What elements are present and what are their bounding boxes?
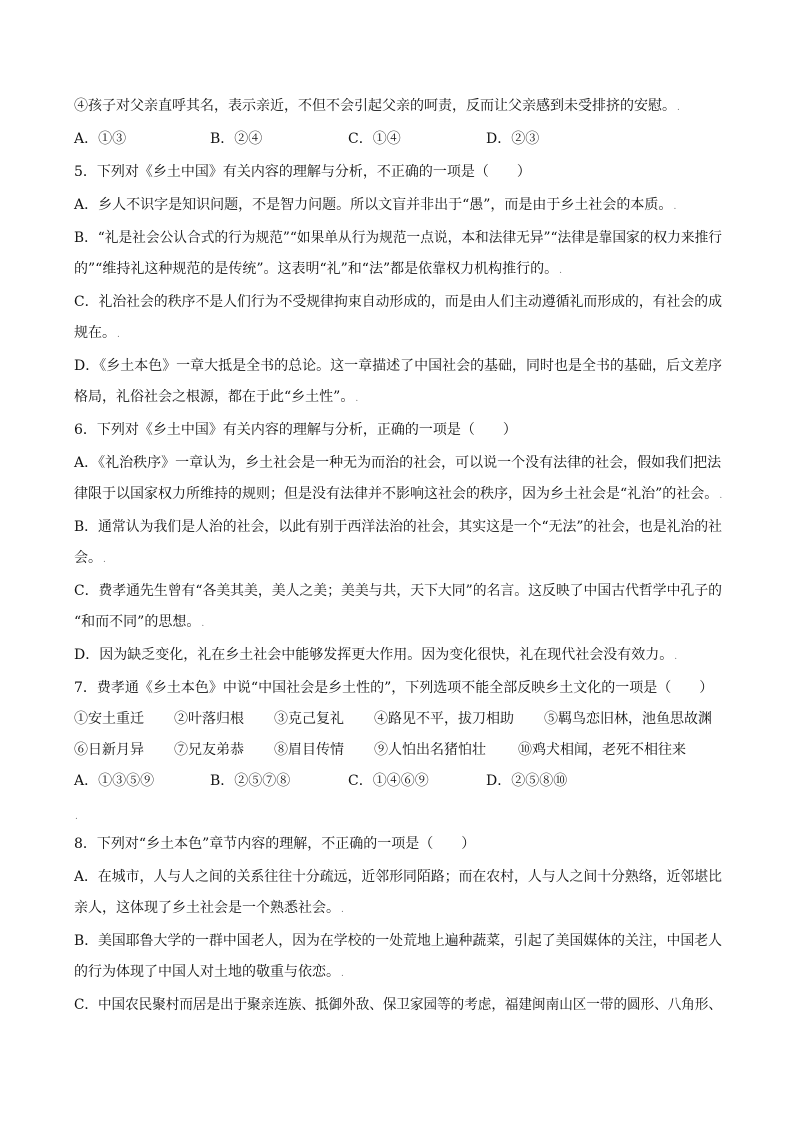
paragraph-mark: .	[75, 812, 78, 822]
q5-option-c-line2: 规在。.	[74, 325, 120, 341]
paragraph-mark: .	[719, 491, 723, 501]
q5-option-b-line1: B．“礼是社会公认合式的行为规范”“如果单从行为规范一点说，本和法律无异”“法律是靠国家的权力来推行	[74, 230, 722, 246]
q8-option-b-line2: 的行为体现了中国人对土地的敬重与依恋。.	[74, 964, 344, 980]
q7-item-10: ⑩鸡犬相闻，老死不相往来	[518, 742, 686, 758]
q6-option-a-line2: 律限于以国家权力所维持的规则；但是没有法律并不影响这社会的秩序，因为乡土社会是“礼治”的社会。.	[74, 486, 723, 502]
q6-question: 6．下列对《乡土中国》有关内容的理解与分析，正确的一项是（ ）	[74, 422, 517, 438]
q6-option-c-line1: C．费孝通先生曾有“各美其美，美人之美；美美与共，天下大同”的名言。这反映了中国古代哲学中孔子的	[74, 583, 723, 599]
q4-option-d: D．②③	[486, 131, 540, 147]
paragraph-mark: .	[341, 969, 344, 979]
paragraph-mark: .	[201, 619, 205, 629]
paragraph-mark: .	[559, 266, 562, 276]
q8-option-a-line2: 亲人，这体现了乡土社会是一个熟悉社会。.	[74, 900, 344, 916]
q4-option-c: C．①④	[348, 131, 401, 147]
q7-item-1: ①安土重迁	[74, 711, 144, 727]
paragraph-mark: .	[117, 330, 120, 340]
q6-option-b-line1: B．通常认为我们是人治的社会，以此有别于西洋法治的社会，其实这是一个“无法”的社会，也是礼治的社	[74, 519, 722, 535]
q5-option-d-line2: 格局，礼俗社会之根源，都在于此“乡土性”。.	[74, 389, 359, 405]
paragraph-mark: .	[674, 652, 678, 662]
q7-item-3: ③克己复礼	[274, 711, 344, 727]
q7-item-8: ⑧眉目传情	[274, 742, 344, 758]
paragraph-mark: .	[355, 394, 359, 404]
q7-option-c: C．①④⑥⑨	[348, 773, 429, 789]
q8-option-c-line1: C．中国农民聚村而居是出于聚亲连族、抵御外敌、保卫家园等的考虑，福建闽南山区一带的圆形、八角形、	[74, 997, 722, 1013]
q4-option-b: B．②④	[210, 131, 263, 147]
q6-option-d: D．因为缺乏变化，礼在乡土社会中能够发挥更大作用。因为变化很快，礼在现代社会没有效力。.	[74, 647, 678, 663]
q7-option-d: D．②⑤⑧⑩	[486, 773, 568, 789]
q7-item-2: ②叶落归根	[174, 711, 244, 727]
q7-option-a: A．①③⑤⑨	[74, 773, 155, 789]
q6-option-a-line1: A．《礼治秩序》一章认为，乡土社会是一种无为而治的社会，可以说一个没有法律的社会，假如我们把法	[74, 455, 722, 471]
q5-option-d-line1: D．《乡土本色》一章大抵是全书的总论。这一章描述了中国社会的基础，同时也是全书的基础，后文差序	[74, 358, 722, 374]
q6-option-b-line2: 会。.	[74, 550, 106, 566]
q8-option-a-line1: A．在城市，人与人之间的关系往往十分疏远，近邻形同陌路；而在农村，人与人之间十分熟络，近邻堪比	[74, 869, 723, 885]
paragraph-mark: .	[677, 103, 680, 113]
q5-option-a: A．乡人不识字是知识问题，不是智力问题。所以文盲并非出于“愚”，而是由于乡土社会的本质。.	[74, 197, 677, 213]
paragraph-mark: .	[103, 555, 106, 565]
q4-option-a: A．①③	[74, 131, 127, 147]
q7-question: 7．费孝通《乡土本色》中说“中国社会是乡土性的”，下列选项不能全部反映乡土文化的一项是（ ）	[74, 680, 714, 696]
blank-line-mark	[74, 805, 78, 827]
q5-option-b-line2: 的”“维持礼这种规范的是传统”。这表明“礼”和“法”都是依靠权力机构推行的。.	[74, 261, 562, 277]
q5-option-c-line1: C．礼治社会的秩序不是人们行为不受规律拘束自动形成的，而是由人们主动遵循礼而形成的，有社会的成	[74, 294, 722, 310]
q7-option-b: B．②⑤⑦⑧	[210, 773, 291, 789]
paragraph-mark: .	[341, 905, 344, 915]
q7-item-4: ④路见不平，拔刀相助	[374, 711, 514, 727]
q7-item-9: ⑨人怕出名猪怕壮	[374, 742, 486, 758]
q7-item-7: ⑦兄友弟恭	[174, 742, 244, 758]
q8-question: 8．下列对“乡土本色”章节内容的理解，不正确的一项是（ ）	[74, 836, 476, 852]
q4-statement-4: ④孩子对父亲直呼其名，表示亲近，不但不会引起父亲的呵责，反而让父亲感到未受排挤的安慰。.	[74, 98, 680, 114]
q6-option-c-line2: “和而不同”的思想。.	[74, 614, 205, 630]
q5-question: 5．下列对《乡土中国》有关内容的理解与分析，不正确的一项是（ ）	[74, 164, 531, 180]
q7-item-6: ⑥日新月异	[74, 742, 144, 758]
q7-item-5: ⑤羁鸟恋旧林，池鱼思故渊	[544, 711, 712, 727]
paragraph-mark: .	[673, 202, 677, 212]
q8-option-b-line1: B．美国耶鲁大学的一群中国老人，因为在学校的一处荒地上遍种蔬菜，引起了美国媒体的关注，中国老人	[74, 933, 723, 949]
